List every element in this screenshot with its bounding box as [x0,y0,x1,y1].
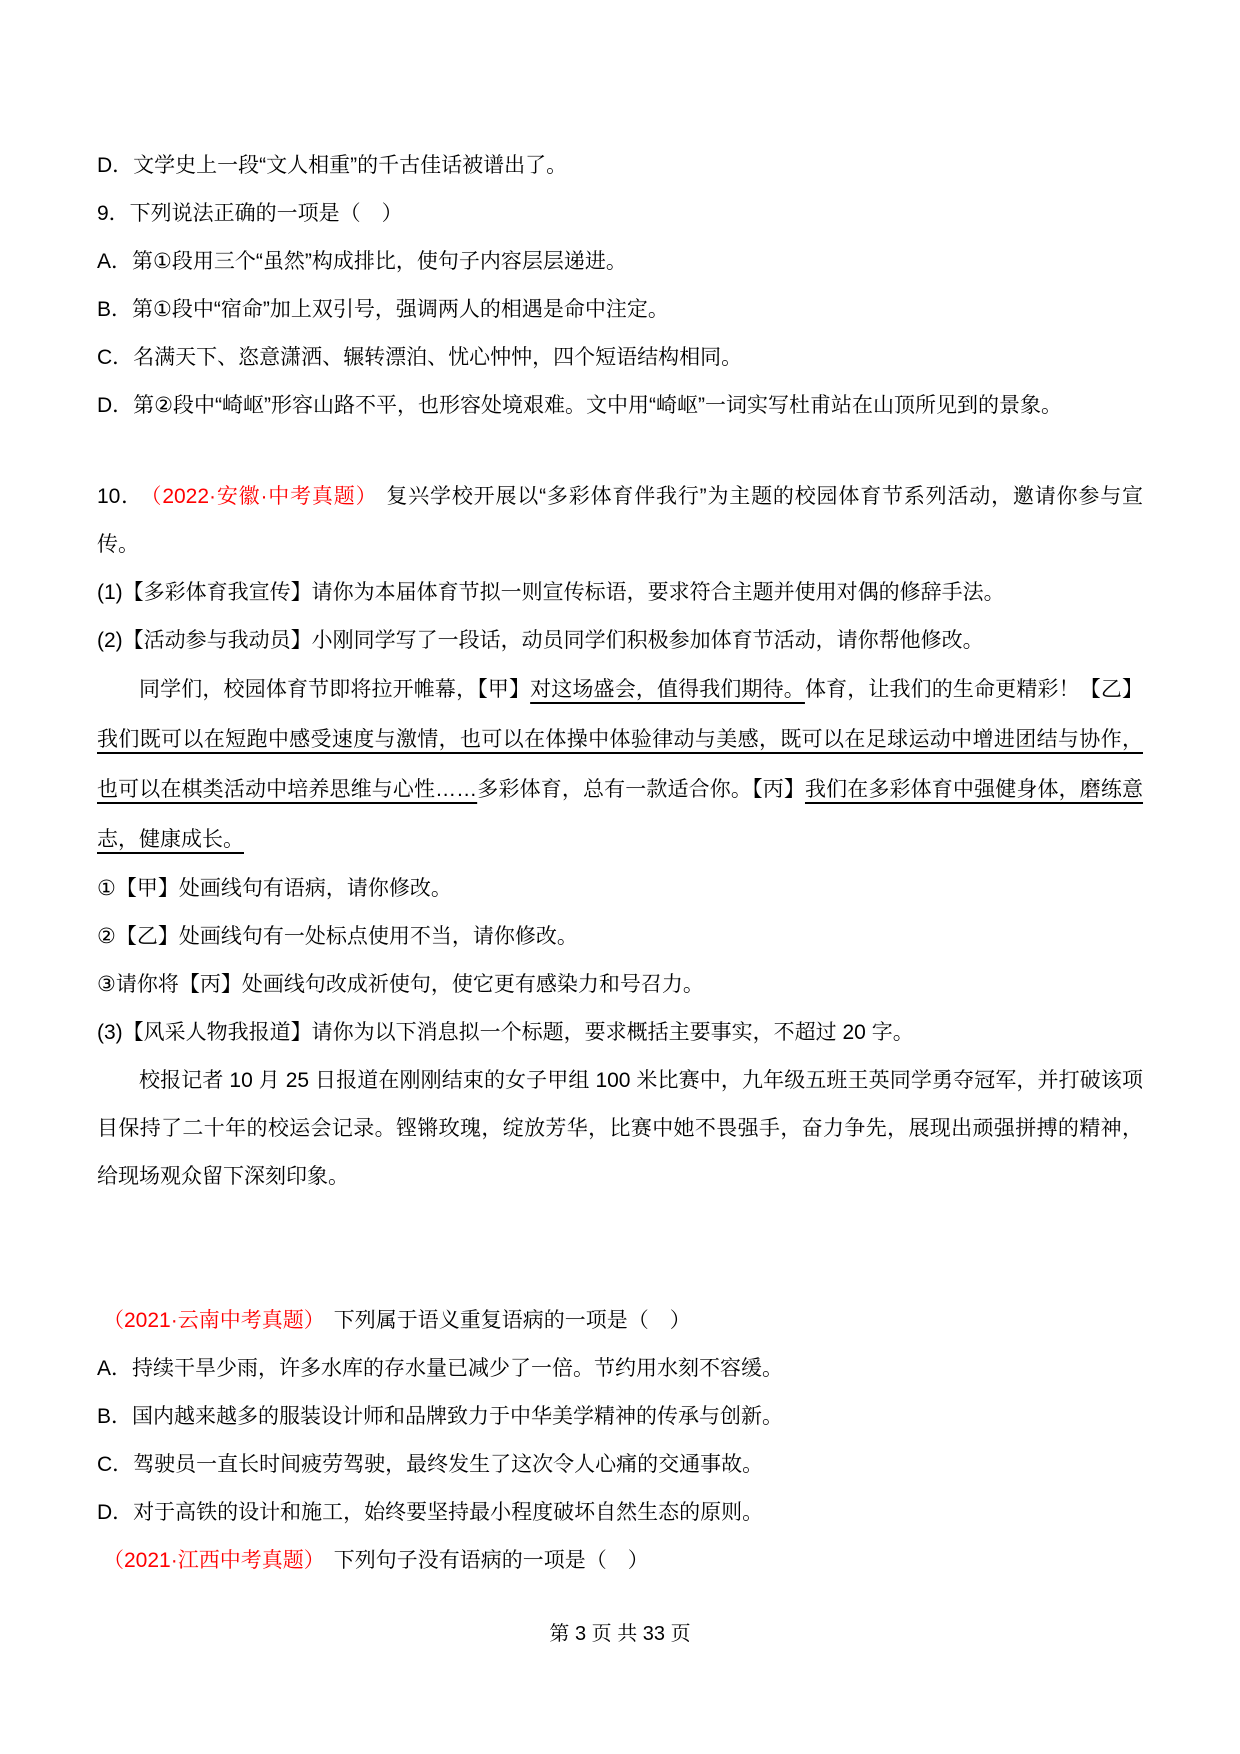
q9-option-a: A．第①段用三个“虽然”构成排比，使句子内容层层递进。 [97,250,627,273]
q10-subq3: ③请你将【丙】处画线句改成祈使句，使它更有感染力和号召力。 [97,973,704,996]
q10-part2: (2)【活动参与我动员】小刚同学写了一段话，动员同学们积极参加体育节活动，请你帮他修改。 [97,629,984,652]
q9-option-b: B．第①段中“宿命”加上双引号，强调两人的相遇是命中注定。 [97,298,669,321]
q9-stem: 9．下列说法正确的一项是（ ） [97,202,403,225]
q-jiangxi-stem-paragraph [97,1537,1143,1585]
q10-news-paragraph: 校报记者 10 月 25 日报道在刚刚结束的女子甲组 100 米比赛中，九年级五班王英同学勇夺冠军，并打破该项目保持了二十年的校运会记录。铿锵玫瑰，绽放芳华，比赛中她不畏强手，奋力争先，展现出顽强拼搏的精神，给现场观众留下深刻印象。 [97,1069,1143,1188]
q8-option-d: D．文学史上一段“文人相重”的千古佳话被谱出了。 [97,154,568,177]
q10-subq1: ①【甲】处画线句有语病，请你修改。 [97,877,452,900]
q-yunnan-option-c: C．驾驶员一直长时间疲劳驾驶，最终发生了这次令人心痛的交通事故。 [97,1453,764,1476]
q-jiangxi-source-tag: （2021·江西中考真题） [103,1549,325,1572]
q-yunnan-option-b: B．国内越来越多的服装设计师和品牌致力于中华美学精神的传承与创新。 [97,1405,784,1428]
q9-option-d: D．第②段中“崎岖”形容山路不平，也形容处境艰难。文中用“崎岖”一词实写杜甫站在山顶所见到的景象。 [97,394,1062,417]
q-yunnan-stem-paragraph [97,1297,1143,1345]
speech-bing-underlined: 我们在多彩体育中强健身体，磨练意志，健康成长。 [97,778,1144,851]
speech-yi-underlined: 我们既可以在短跑中感受速度与激情，也可以在体操中体验律动与美感，既可以在足球运动中增进团结与协作，也可以在棋类活动中培养思维与心性…… [97,728,1143,801]
q10-stem-text: 复兴学校开展以“多彩体育伴我行”为主题的校园体育节系列活动，邀请你参与宣传。 [97,485,1144,556]
q-yunnan-option-a: A．持续干旱少雨，许多水库的存水量已减少了一倍。节约用水刻不容缓。 [97,1357,784,1380]
q10-stem-paragraph [97,473,1143,569]
speech-jia-underlined: 对这场盛会，值得我们期待。 [530,678,805,701]
q-yunnan-source-tag: （2021·云南中考真题） [103,1309,325,1332]
speech-mid2: 多彩体育，总有一款适合你。【丙】 [477,778,805,801]
q10-number: 10． [97,485,143,508]
q10-part3: (3)【风采人物我报道】请你为以下消息拟一个标题，要求概括主要事实，不超过 20 字。 [97,1021,914,1044]
q10-part1: (1)【多彩体育我宣传】请你为本届体育节拟一则宣传标语，要求符合主题并使用对偶的修辞手法。 [97,581,1005,604]
speech-lead: 同学们，校园体育节即将拉开帷幕，【甲】 [139,678,531,701]
q10-subq2: ②【乙】处画线句有一处标点使用不当，请你修改。 [97,925,578,948]
q-jiangxi-stem-text: 下列句子没有语病的一项是（ ） [333,1549,649,1572]
page-footer: 第 3 页 共 33 页 [549,1623,691,1645]
q10-speech-paragraph [97,665,1143,865]
q9-option-c: C．名满天下、恣意潇洒、辗转漂泊、忧心忡忡，四个短语结构相同。 [97,346,743,369]
q10-source-tag: （2022·安徽·中考真题） [151,485,378,508]
q-yunnan-stem-text: 下列属于语义重复语病的一项是（ ） [333,1309,691,1332]
speech-mid1: 体育，让我们的生命更精彩！【乙】 [804,678,1144,701]
q-yunnan-option-d: D．对于高铁的设计和施工，始终要坚持最小程度破坏自然生态的原则。 [97,1501,764,1524]
